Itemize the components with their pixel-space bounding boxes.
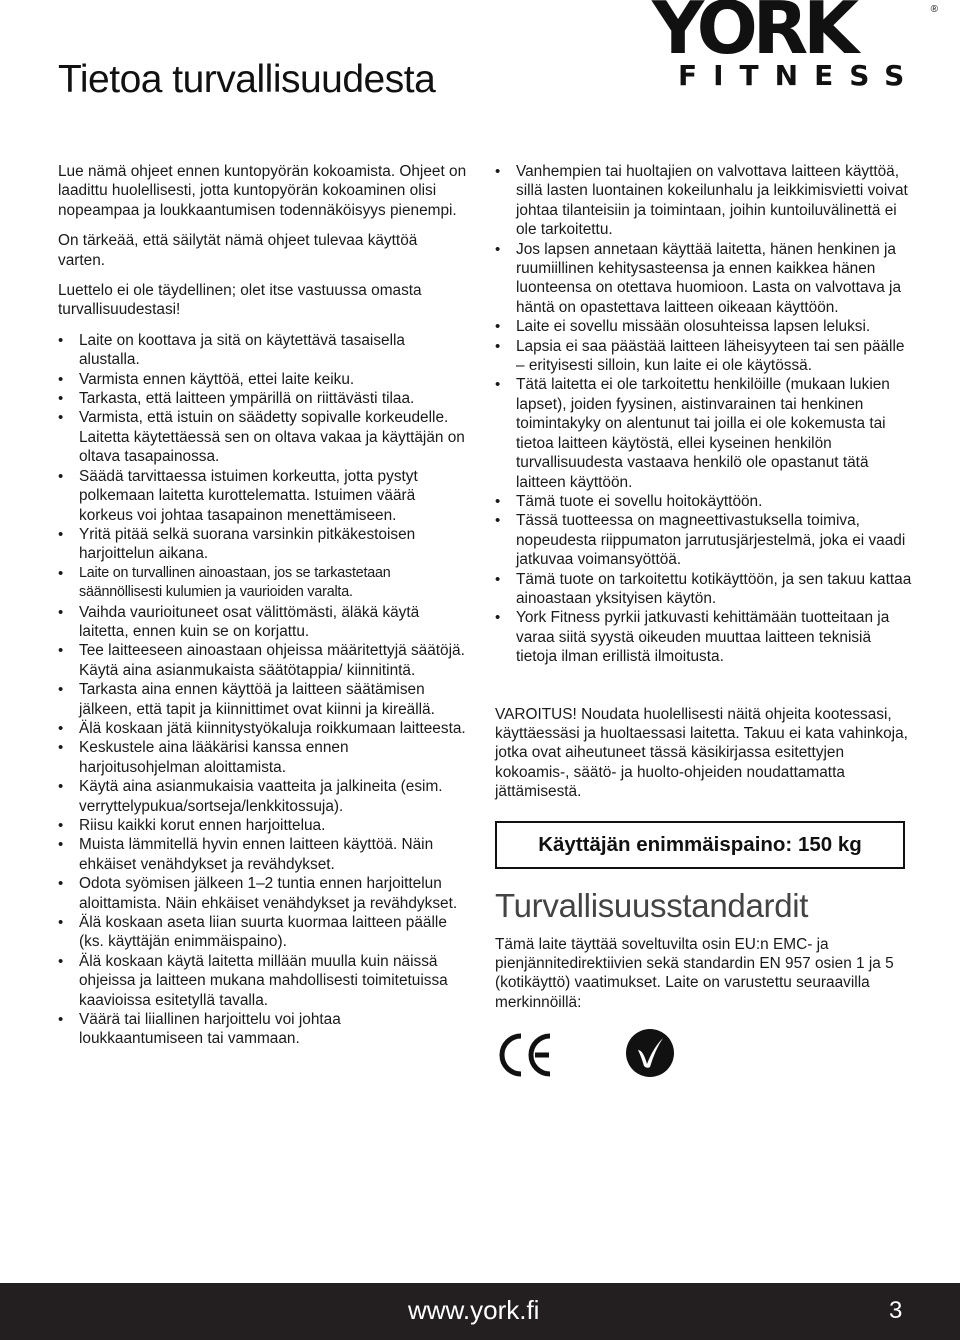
york-fitness-logo — [652, 0, 942, 96]
list-item: • Käytä aina asianmukaisia vaatteita ja jalkineita (esim. verryttelypukua/sortseja/lenkkitossuja). — [58, 777, 468, 816]
list-item: • Tarkasta, että laitteen ympärillä on riittävästi tilaa. — [58, 389, 468, 408]
standards-heading: Turvallisuusstandardit — [495, 886, 809, 924]
list-item: • Laite on koottava ja sitä on käytettävä tasaisella alustalla. — [58, 331, 468, 370]
max-user-weight-text: Käyttäjän enimmäispaino: 150 kg — [538, 832, 862, 856]
list-item: • Älä koskaan käytä laitetta millään muulla kuin näissä ohjeissa ja laitteen mukana mahdollisesti toimitetuissa kaavioissa esitetyllä tavalla. — [58, 952, 468, 1010]
list-item: • Säädä tarvittaessa istuimen korkeutta, jotta pystyt polkemaan laitetta kurottelematta. Istuimen väärä korkeus voi johtaa tasapainon menettämiseen. — [58, 467, 468, 525]
check-mark-icon — [625, 1028, 675, 1078]
list-item: • Varmista, että istuin on säädetty sopivalle korkeudelle. Laitetta käytettäessä sen on oltava vakaa ja käyttäjän on oltava tasapainossa. — [58, 408, 468, 466]
list-item: • Laite ei sovellu missään olosuhteissa lapsen leluksi. — [495, 317, 913, 336]
list-item: • Tarkasta aina ennen käyttöä ja laitteen säätämisen jälkeen, että tapit ja kiinnittimet ovat kiinni ja kireällä. — [58, 680, 468, 719]
list-item: • Väärä tai liiallinen harjoittelu voi johtaa loukkaantumiseen tai vammaan. — [58, 1010, 468, 1049]
left-column — [58, 162, 468, 1049]
list-item: • Keskustele aina lääkärisi kanssa ennen harjoitusohjelman aloittamista. — [58, 738, 468, 777]
list-item: • Varmista ennen käyttöä, ettei laite keiku. — [58, 370, 468, 389]
ce-mark-icon — [495, 1028, 557, 1082]
footer-url: www.york.fi — [408, 1295, 540, 1325]
safety-list-right — [495, 162, 913, 667]
list-item: • Tämä tuote ei sovellu hoitokäyttöön. — [495, 492, 913, 511]
safety-list-left — [58, 331, 468, 1049]
responsibility-paragraph: Luettelo ei ole täydellinen; olet itse vastuussa omasta turvallisuudestasi! — [58, 282, 422, 319]
keep-instructions-paragraph: On tärkeää, että säilytät nämä ohjeet tulevaa käyttöä varten. — [58, 232, 418, 269]
logo-fitness-text: FITNESS — [678, 59, 921, 92]
list-item: • Tässä tuotteessa on magneettivastuksella toimiva, nopeudesta riippumaton jarrutusjärjestelmä, joka ei vaadi jatkuvaa voimansyöttöä. — [495, 511, 913, 569]
list-item: • Älä koskaan jätä kiinnitystyökaluja roikkumaan laitteesta. — [58, 719, 468, 738]
list-item: • Muista lämmitellä hyvin ennen laitteen käyttöä. Näin ehkäiset venähdykset ja revähdykset. — [58, 835, 468, 874]
footer-bar — [0, 1283, 960, 1340]
page-title: Tietoa turvallisuudesta — [58, 58, 436, 101]
list-item: • Jos lapsen annetaan käyttää laitetta, hänen henkinen ja ruumiillinen kehitysasteensa ja ennen kaikkea hänen luonteensa on otettava huomioon. Lasta on valvottava ja häntä on opastettava laitteen oikeaan käyttöön. — [495, 240, 913, 318]
list-item: • Lapsia ei saa päästää laitteen läheisyyteen tai sen päälle – erityisesti silloin, kun laite ei ole käytössä. — [495, 337, 913, 376]
warning-paragraph: VAROITUS! Noudata huolellisesti näitä ohjeita kootessasi, käyttäessäsi ja huoltaessasi laitetta. Takuu ei kata vahinkoja, jotka ovat aiheutuneet tässä käsikirjassa esitettyjen kokoamis-, säätö- ja huolto-ohjeiden noudattamatta jättämisestä. — [495, 705, 908, 801]
list-item: • Tämä tuote on tarkoitettu kotikäyttöön, ja sen takuu kattaa ainoastaan yksityisen käytön. — [495, 570, 913, 609]
right-column — [495, 162, 913, 1098]
certification-marks — [495, 1028, 913, 1098]
standards-paragraph: Tämä laite täyttää soveltuvilta osin EU:n EMC- ja pienjännitedirektiivien sekä standardin EN 957 osien 1 ja 5 (kotikäyttö) vaatimukset. Laite on varustettu seuraavilla merkinnöillä: — [495, 935, 894, 1011]
list-item: • Tee laitteeseen ainoastaan ohjeissa määritettyjä säätöjä. Käytä aina asianmukaista säätötappia/ kiinnitintä. — [58, 641, 468, 680]
list-item: • Riisu kaikki korut ennen harjoittelua. — [58, 816, 468, 835]
list-item: • York Fitness pyrkii jatkuvasti kehittämään tuotteitaan ja varaa siitä syystä oikeuden muuttaa laitteen teknisiä tietoja ilman erillistä ilmoitusta. — [495, 608, 913, 666]
list-item: • Odota syömisen jälkeen 1–2 tuntia ennen harjoittelun aloittamista. Näin ehkäiset venähdykset ja revähdykset. — [58, 874, 468, 913]
registered-mark: ® — [930, 4, 938, 15]
max-user-weight-box — [495, 821, 905, 869]
list-item: • Laite on turvallinen ainoastaan, jos se tarkastetaan säännöllisesti kulumien ja vaurioiden varalta. — [58, 564, 468, 603]
list-item: • Vanhempien tai huoltajien on valvottava laitteen käyttöä, sillä lasten luontainen kokeilunhalu ja leikkimisvietti voivat johtaa tilanteisiin ja toimintaan, joihin kuntoiluvälinettä ei ole tarkoitettu. — [495, 162, 913, 240]
page-number: 3 — [889, 1297, 903, 1324]
list-item: • Yritä pitää selkä suorana varsinkin pitkäkestoisen harjoittelun aikana. — [58, 525, 468, 564]
list-item: • Tätä laitetta ei ole tarkoitettu henkilöille (mukaan lukien lapset), joiden fyysinen, aistinvarainen tai henkinen toimintakyky on alentunut tai joilla ei ole kokemusta tai tietoa laitteen käytöstä, ellei kyseinen henkilön turvallisuudesta vastaava henkilö ole opastanut tätä laitteen käyttöön. — [495, 375, 913, 491]
intro-paragraph: Lue nämä ohjeet ennen kuntopyörän kokoamista. Ohjeet on laadittu huolellisesti, jotta kuntopyörän kokoaminen olisi nopeampaa ja loukkaantumisen todennäköisyys pienempi. — [58, 163, 467, 219]
list-item: • Vaihda vaurioituneet osat välittömästi, äläkä käytä laitetta, ennen kuin se on korjattu. — [58, 603, 468, 642]
logo-york-text: YORK — [652, 0, 855, 70]
list-item: • Älä koskaan aseta liian suurta kuormaa laitteen päälle (ks. käyttäjän enimmäispaino). — [58, 913, 468, 952]
